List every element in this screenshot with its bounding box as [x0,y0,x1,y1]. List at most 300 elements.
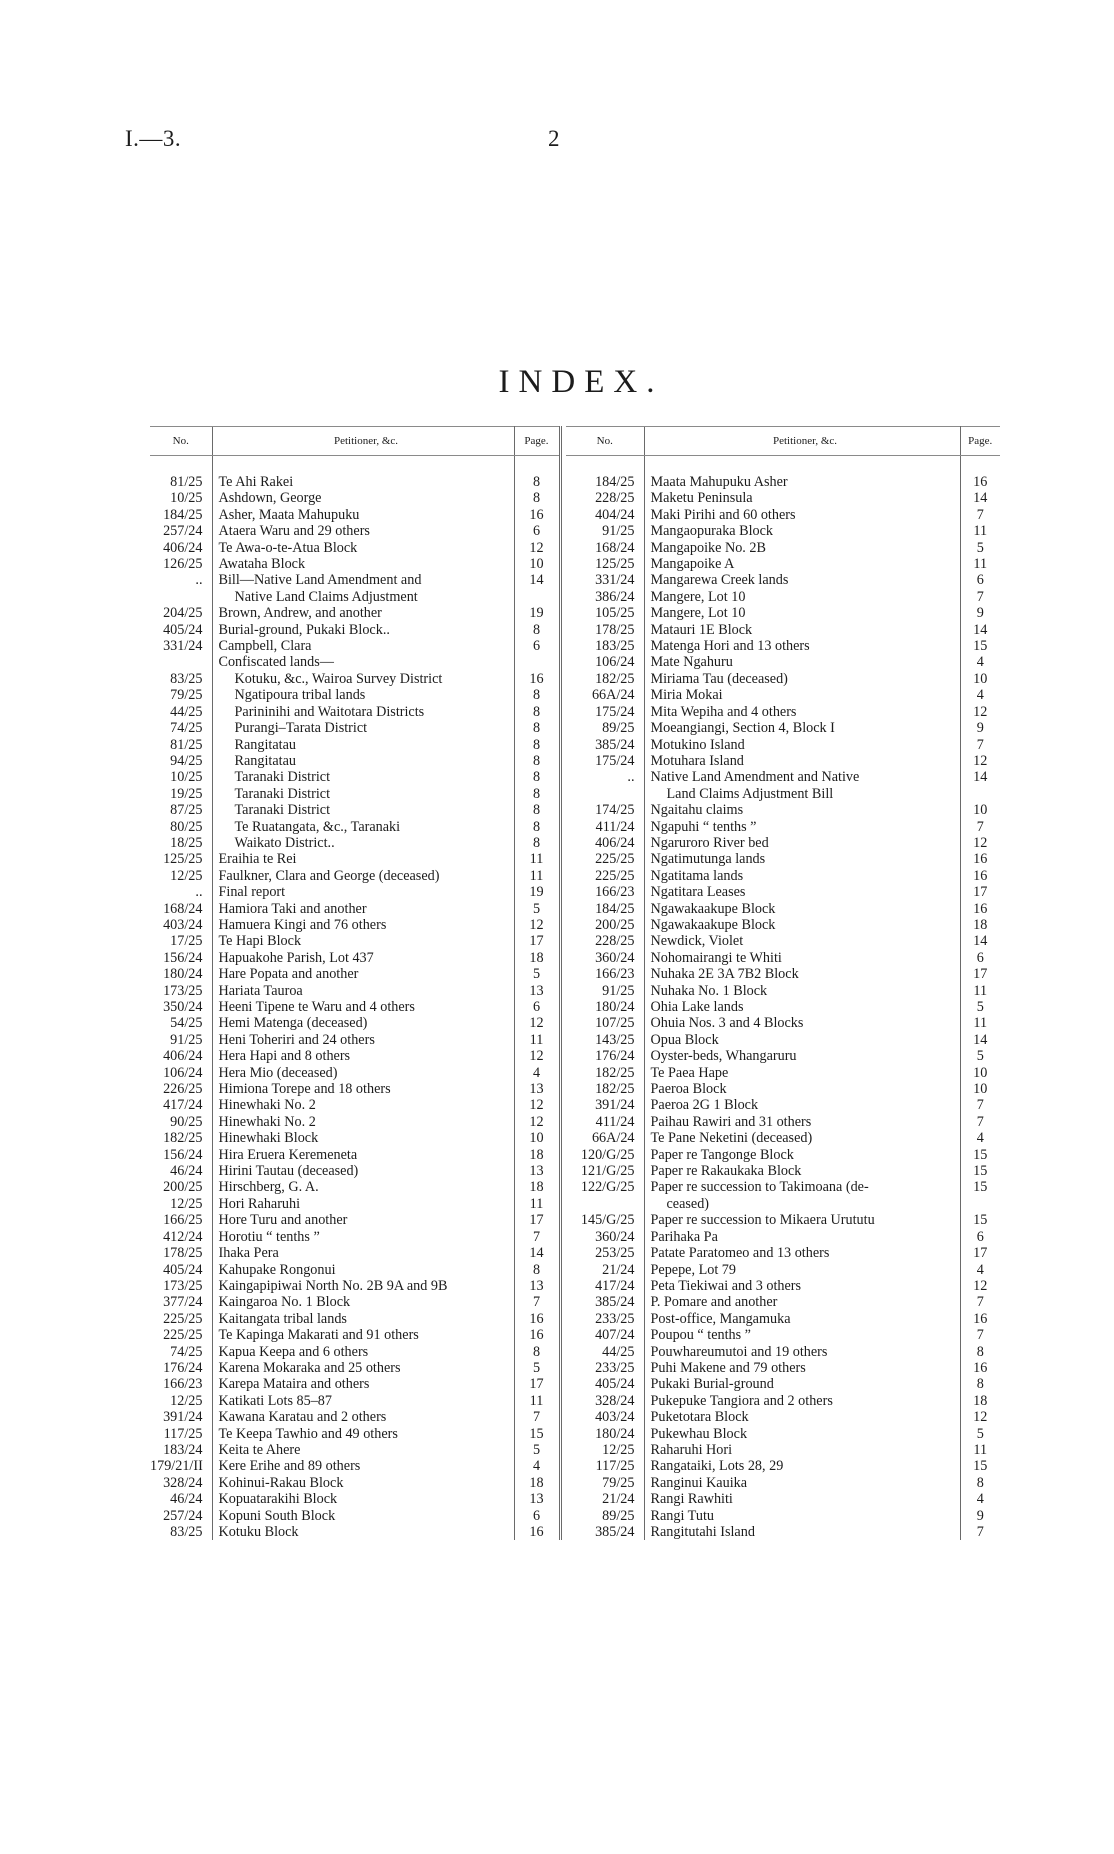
entry-number: 180/24 [163,966,203,983]
entry-number: 107/25 [595,1015,635,1032]
petitioner-cell [212,1048,514,1064]
page-ref: 19 [514,884,560,900]
entry-number: 175/24 [595,703,635,720]
petitioner-cell [212,802,514,818]
petitioner-cell [212,1032,514,1048]
petitioner-cell [212,1065,514,1081]
petitioner-name: Katikati Lots 85–87 [218,1392,332,1409]
petitioner-name: Kotuku Block [218,1524,299,1540]
entry-number: 83/25 [170,1524,203,1540]
page-ref: 9 [976,605,984,622]
page-ref: 12 [973,834,988,851]
entry-number: 94/25 [170,752,203,769]
entry-number: 403/24 [163,916,203,933]
entry-number: 106/24 [595,654,635,671]
index-row [566,884,1000,900]
index-row [150,1360,560,1376]
page-ref: 8 [514,737,560,753]
index-row [566,671,1000,687]
entry-number: 44/25 [602,1343,635,1360]
petitioner-cell [644,786,960,802]
page-ref: 14 [973,621,988,638]
page-ref: 16 [973,1310,988,1327]
petitioner-name: ceased) [666,1195,710,1212]
petitioner-cell [644,589,960,605]
petitioner-cell [644,1212,960,1228]
petitioner-cell [212,1015,514,1031]
entry-number: 46/24 [170,1491,203,1508]
petitioner-name: Taranaki District [234,769,331,786]
petitioner-name: Puketotara Block [650,1409,749,1426]
petitioner-name: Purangi–Tarata District [234,720,368,737]
entry-number: 44/25 [170,703,203,720]
index-body-left [150,456,560,1541]
page-ref: 15 [973,638,988,655]
petitioner-name: Campbell, Clara [218,638,312,655]
page-ref: 11 [514,868,560,884]
header-row [566,427,1000,456]
petitioner-cell [644,720,960,736]
page-ref: 15 [973,1212,988,1229]
petitioner-name: Maata Mahupuku Asher [650,474,788,490]
petitioner-cell [212,1179,514,1195]
petitioner-cell [212,490,514,506]
page-ref: 11 [973,982,988,999]
petitioner-name: Paeroa 2G 1 Block [650,1097,759,1114]
page-ref: 12 [514,1048,560,1064]
petitioner-cell [644,1245,960,1261]
petitioner-cell [212,983,514,999]
index-row [566,950,1000,966]
col-header-no: No. [150,427,212,456]
petitioner-name: Post-office, Mangamuka [650,1310,791,1327]
page-title: INDEX. [498,364,664,400]
petitioner-name: Kaingapipiwai North No. 2B 9A and 9B [218,1277,448,1294]
petitioner-name: Hore Turu and another [218,1212,348,1229]
petitioner-name: Te Ruatangata, &c., Taranaki [234,818,401,835]
index-row [150,1294,560,1310]
page-ref: 12 [514,1015,560,1031]
petitioner-name: Brown, Andrew, and another [218,605,382,622]
index-row [150,474,560,490]
page-ref: 18 [514,1147,560,1163]
page-ref: 8 [514,1262,560,1278]
petitioner-cell [644,933,960,949]
petitioner-name: Paeroa Block [650,1081,727,1098]
page-ref: 17 [514,933,560,949]
page-ref: 15 [973,1179,988,1196]
entry-number: 87/25 [170,802,203,819]
page-ref: 8 [514,474,560,490]
index-row [566,1147,1000,1163]
index-row [150,622,560,638]
petitioner-cell [212,835,514,851]
index-row [566,1376,1000,1392]
index-row [150,802,560,818]
col-header-petitioner: Petitioner, &c. [212,427,514,456]
petitioner-name: Himiona Torepe and 18 others [218,1081,391,1098]
entry-number: 19/25 [170,785,203,802]
page-ref: 12 [514,540,560,556]
petitioner-name: Motukino Island [650,736,745,753]
page-ref: 15 [973,1146,988,1163]
entry-number: 184/25 [595,474,635,490]
index-row [150,769,560,785]
petitioner-cell [212,1262,514,1278]
entry-number: 126/25 [163,556,203,573]
index-row [566,966,1000,982]
petitioner-name: Paper re succession to Mikaera Urututu [650,1212,875,1229]
index-row [566,1065,1000,1081]
petitioner-cell [212,1229,514,1245]
petitioner-cell [212,950,514,966]
page-ref: 19 [514,605,560,621]
entry-number: 90/25 [170,1113,203,1130]
entry-number: 385/24 [595,1294,635,1311]
petitioner-name: Peta Tiekiwai and 3 others [650,1277,802,1294]
petitioner-name: Parihaka Pa [650,1228,718,1245]
entry-number: 79/25 [170,687,203,704]
petitioner-cell [212,1360,514,1376]
page-ref: 17 [973,884,988,901]
petitioner-cell [644,1409,960,1425]
petitioner-cell [212,1196,514,1212]
petitioner-name: Te Awa-o-te-Atua Block [218,539,358,556]
page-ref: 4 [514,1458,560,1474]
index-table-right [566,426,1000,1540]
index-row [566,1311,1000,1327]
petitioner-cell [644,819,960,835]
petitioner-cell [644,638,960,654]
index-row [566,523,1000,539]
index-row [150,966,560,982]
page-ref: 13 [514,1081,560,1097]
petitioner-cell [212,687,514,703]
petitioner-name: Hemi Matenga (deceased) [218,1015,368,1032]
entry-number: 182/25 [163,1130,203,1147]
petitioner-cell [644,1179,960,1195]
index-row [566,1114,1000,1130]
page-ref: 15 [973,1163,988,1180]
petitioner-cell [644,605,960,621]
petitioner-name: Keita te Ahere [218,1441,301,1458]
page-ref: 12 [514,917,560,933]
page-ref: 7 [976,818,984,835]
petitioner-name: Miria Mokai [650,687,723,704]
spacer-row [566,456,1000,475]
index-row [150,1426,560,1442]
entry-number: 89/25 [602,1507,635,1524]
index-row [566,687,1000,703]
page-ref: 6 [514,523,560,539]
index-row [150,1311,560,1327]
petitioner-cell [212,769,514,785]
index-row [566,589,1000,605]
entry-number: 184/25 [163,506,203,523]
entry-number: 233/25 [595,1310,635,1327]
entry-number: 328/24 [595,1392,635,1409]
page-ref: 13 [514,1491,560,1507]
index-row [150,851,560,867]
index-row [566,490,1000,506]
page-ref: 14 [973,933,988,950]
petitioner-name: Hinewhaki No. 2 [218,1097,316,1114]
petitioner-name: Matauri 1E Block [650,621,753,638]
petitioner-cell [644,1524,960,1540]
petitioner-name: Mangapoike No. 2B [650,539,766,556]
petitioner-cell [212,1294,514,1310]
petitioner-cell [212,671,514,687]
entry-number: .. [195,572,203,589]
index-row [566,720,1000,736]
entry-number: 391/24 [163,1409,203,1426]
petitioner-cell [212,1524,514,1540]
petitioner-cell [212,851,514,867]
index-row [566,1524,1000,1540]
index-row [150,1147,560,1163]
petitioner-cell [644,966,960,982]
entry-number: 225/25 [595,851,635,868]
entry-number [566,786,644,802]
entry-number: 257/24 [163,523,203,540]
page-ref: 17 [514,1212,560,1228]
index-row [566,572,1000,588]
index-row [150,638,560,654]
entry-number: 183/25 [595,638,635,655]
petitioner-cell [644,1065,960,1081]
entry-number [150,589,212,605]
index-row [150,1508,560,1524]
petitioner-cell [212,1163,514,1179]
entry-number: 173/25 [163,1277,203,1294]
entry-number: 411/24 [595,1113,635,1130]
entry-number: 331/24 [163,638,203,655]
petitioner-cell [212,1147,514,1163]
petitioner-cell [644,1048,960,1064]
petitioner-name: Hirschberg, G. A. [218,1179,319,1196]
index-row [566,540,1000,556]
entry-number: 80/25 [170,818,203,835]
index-row [566,917,1000,933]
index-row [566,835,1000,851]
index-row [150,1262,560,1278]
entry-number: 83/25 [170,670,203,687]
entry-number: 18/25 [170,834,203,851]
petitioner-name: Kapua Keepa and 6 others [218,1343,369,1360]
petitioner-name: Opua Block [650,1031,719,1048]
entry-number: 176/24 [595,1048,635,1065]
page-ref: 8 [514,622,560,638]
page-ref: 11 [973,523,988,540]
petitioner-cell [212,1311,514,1327]
index-row [150,704,560,720]
page-ref: 14 [973,769,988,786]
index-row [566,1458,1000,1474]
page-ref: 17 [973,1245,988,1262]
entry-number: 417/24 [163,1097,203,1114]
petitioner-cell [212,1491,514,1507]
index-row [150,1048,560,1064]
index-row [566,769,1000,785]
page-ref: 4 [976,1491,984,1508]
page-ref: 8 [514,1344,560,1360]
petitioner-cell [212,753,514,769]
page-ref: 8 [976,1343,984,1360]
petitioner-name: P. Pomare and another [650,1294,778,1311]
entry-number: 117/25 [595,1458,635,1475]
petitioner-name: Kotuku, &c., Wairoa Survey District [234,670,443,687]
index-row [566,654,1000,670]
petitioner-name: Kaingaroa No. 1 Block [218,1294,351,1311]
page-ref: 12 [514,1097,560,1113]
petitioner-cell [212,474,514,490]
index-row [150,523,560,539]
petitioner-cell [644,737,960,753]
petitioner-cell [212,1278,514,1294]
index-row [150,720,560,736]
petitioner-name: Hera Hapi and 8 others [218,1048,351,1065]
petitioner-cell [644,753,960,769]
index-row [150,540,560,556]
page-ref: 16 [973,474,988,490]
page-ref: 5 [976,1048,984,1065]
petitioner-cell [212,1442,514,1458]
index-row [150,1327,560,1343]
index-row [150,1491,560,1507]
entry-number: 46/24 [170,1163,203,1180]
petitioner-cell [644,1147,960,1163]
index-row [150,671,560,687]
entry-number: 233/25 [595,1359,635,1376]
page-ref: 5 [976,539,984,556]
page-ref: 18 [973,916,988,933]
index-row [566,1426,1000,1442]
index-row [566,1163,1000,1179]
page-ref: 6 [514,638,560,654]
entry-number: 182/25 [595,670,635,687]
index-row [150,1114,560,1130]
petitioner-name: Heni Toheriri and 24 others [218,1031,375,1048]
index-row [566,1032,1000,1048]
petitioner-cell [644,1393,960,1409]
page-ref: 18 [514,1475,560,1491]
entry-number: 200/25 [163,1179,203,1196]
page-ref: 5 [514,1442,560,1458]
petitioner-name: Karepa Mataira and others [218,1376,370,1393]
petitioner-name: Ngatitama lands [650,867,744,884]
index-row [566,1491,1000,1507]
index-row [566,802,1000,818]
petitioner-name: Ohuia Nos. 3 and 4 Blocks [650,1015,804,1032]
entry-number: 54/25 [170,1015,203,1032]
entry-number: 228/25 [595,933,635,950]
petitioner-name: Mangere, Lot 10 [650,605,746,622]
petitioner-cell [212,884,514,900]
petitioner-name: Rangitatau [234,736,296,753]
page-ref: 17 [973,966,988,983]
entry-number: 391/24 [595,1097,635,1114]
petitioner-cell [212,966,514,982]
petitioner-name: Te Kapinga Makarati and 91 others [218,1327,419,1344]
petitioner-cell [212,933,514,949]
petitioner-cell [212,720,514,736]
entry-number: 184/25 [595,900,635,917]
entry-number: 360/24 [595,949,635,966]
page-ref: 7 [976,588,984,605]
entry-number: 91/25 [170,1031,203,1048]
page-ref: 6 [976,1228,984,1245]
petitioner-cell [644,1081,960,1097]
page-ref: 11 [514,1032,560,1048]
petitioner-cell [644,540,960,556]
petitioner-cell [644,1376,960,1392]
index-row [566,753,1000,769]
index-row [150,1065,560,1081]
petitioner-cell [212,1081,514,1097]
petitioner-name: Mangere, Lot 10 [650,588,746,605]
page-ref: 10 [514,1130,560,1146]
petitioner-name: Horotiu “ tenths ” [218,1228,320,1245]
page-ref: 18 [514,950,560,966]
page-ref: 18 [514,1179,560,1195]
page-ref: 9 [976,1507,984,1524]
index-row [150,819,560,835]
petitioner-name: Taranaki District [234,785,331,802]
petitioner-name: Faulkner, Clara and George (deceased) [218,867,440,884]
petitioner-cell [644,704,960,720]
petitioner-name: Moeangiangi, Section 4, Block I [650,720,835,737]
petitioner-name: Kohinui-Rakau Block [218,1474,344,1491]
entry-number: 79/25 [602,1474,635,1491]
petitioner-name: Kopuni South Block [218,1507,336,1524]
page-ref: 10 [973,1081,988,1098]
petitioner-name: Mate Ngahuru [650,654,733,671]
entry-number: 173/25 [163,982,203,999]
petitioner-name: Matenga Hori and 13 others [650,638,810,655]
index-row [150,654,560,670]
page-ref: 7 [976,1524,984,1540]
index-row [150,917,560,933]
petitioner-cell [212,1376,514,1392]
entry-number: 10/25 [170,769,203,786]
index-row [566,1245,1000,1261]
petitioner-cell [212,704,514,720]
index-row [566,556,1000,572]
petitioner-cell [644,917,960,933]
entry-number: 200/25 [595,916,635,933]
petitioner-name: Hinewhaki No. 2 [218,1113,316,1130]
petitioner-cell [644,1458,960,1474]
entry-number: 106/24 [163,1064,203,1081]
petitioner-name: Motuhara Island [650,752,744,769]
page-ref: 12 [973,1277,988,1294]
index-row [566,1212,1000,1228]
page-ref: 16 [973,900,988,917]
petitioner-name: Paper re Rakaukaka Block [650,1163,802,1180]
page-ref: 18 [973,1392,988,1409]
index-row [566,1229,1000,1245]
entry-number: 12/25 [602,1441,635,1458]
spacer-row [150,456,560,475]
entry-number: 225/25 [163,1327,203,1344]
page-ref: 13 [514,1163,560,1179]
entry-number: 10/25 [170,490,203,507]
entry-number: 328/24 [163,1474,203,1491]
index-row [150,1409,560,1425]
entry-number: 166/23 [163,1376,203,1393]
petitioner-cell [644,1294,960,1310]
index-row [150,753,560,769]
